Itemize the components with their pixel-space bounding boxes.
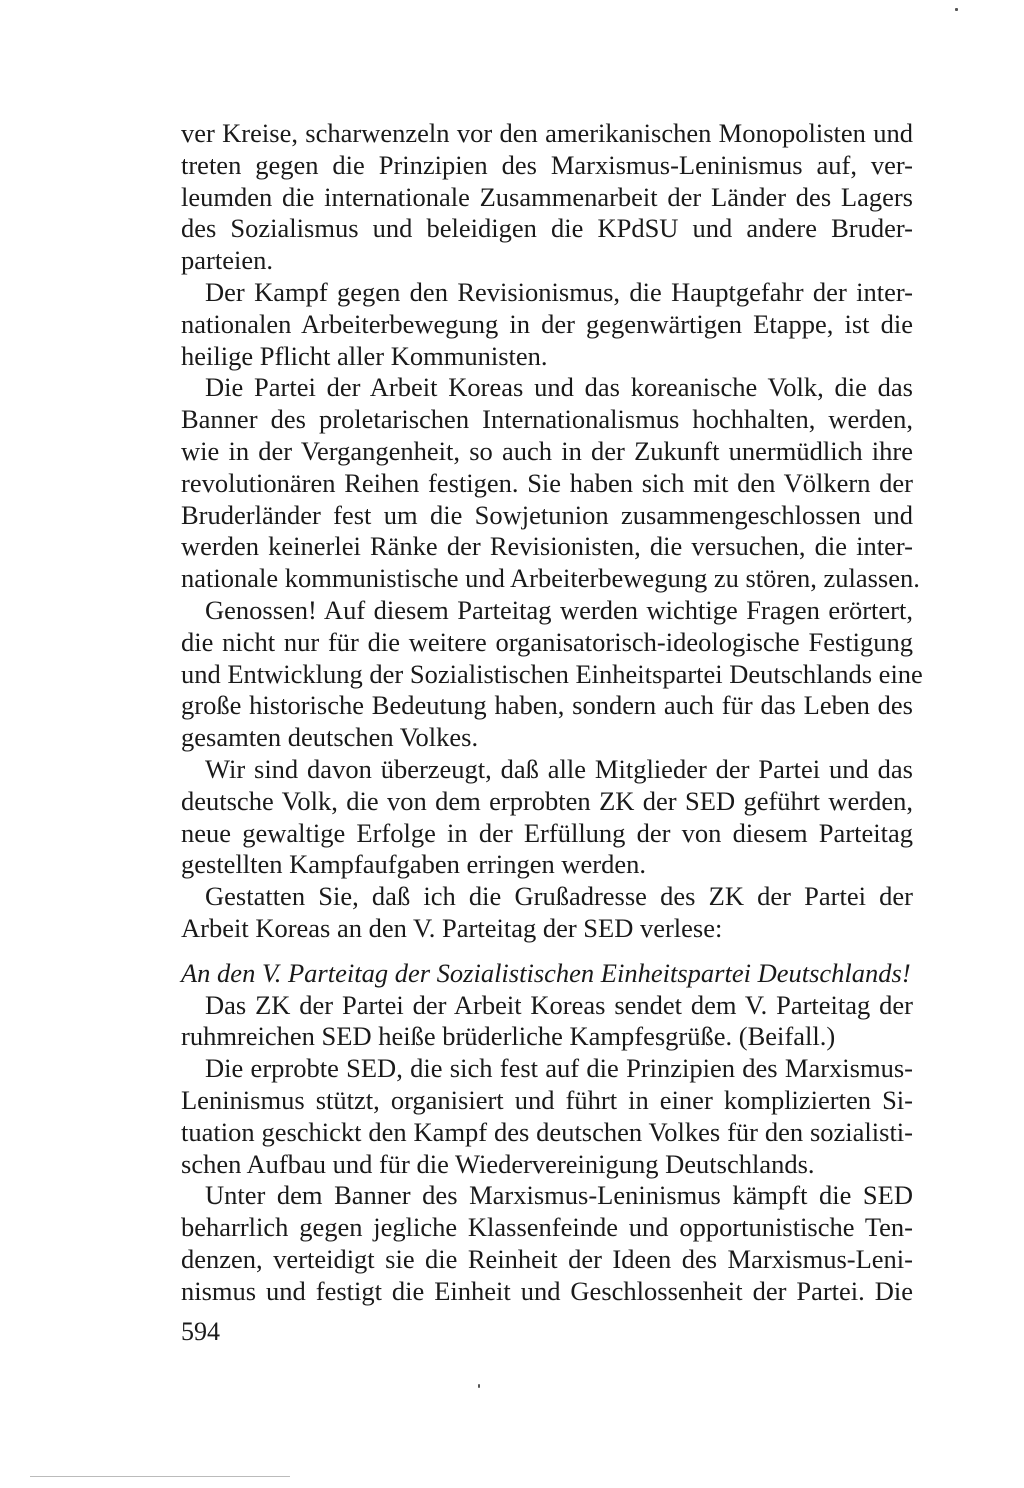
scan-edge-line [30, 1476, 290, 1477]
text-line: revolutionären Reihen festigen. Sie haben sich mit den Völkern der [181, 467, 913, 498]
text-line: Bruderländer fest um die Sowjetunion zusammengeschlossen und [181, 499, 913, 530]
text-line: werden keinerlei Ränke der Revisionisten, die versuchen, die inter- [181, 531, 913, 562]
text-line: beharrlich gegen jegliche Klassenfeinde und opportunistische Ten- [181, 1212, 913, 1243]
text-line: parteien. [181, 245, 273, 276]
text-line: Gestatten Sie, daß ich die Grußadresse des ZK der Partei der [205, 881, 913, 912]
text-line: nismus und festigt die Einheit und Geschlossenheit der Partei. Die [181, 1275, 913, 1306]
text-line: neue gewaltige Erfolge in der Erfüllung der von diesem Parteitag [181, 817, 913, 848]
text-line: Das ZK der Partei der Arbeit Koreas sendet dem V. Parteitag der [205, 989, 913, 1020]
text-line: wie in der Vergangenheit, so auch in der Zukunft unermüdlich ihre [181, 435, 913, 466]
text-line: Arbeit Koreas an den V. Parteitag der SED verlese: [181, 912, 723, 943]
text-line: und Entwicklung der Sozialistischen Einheitspartei Deutschlands eine [181, 658, 923, 689]
text-line: nationalen Arbeiterbewegung in der gegenwärtigen Etappe, ist die [181, 308, 913, 339]
text-line: Wir sind davon überzeugt, daß alle Mitglieder der Partei und das [205, 753, 913, 784]
page-number: 594 [181, 1317, 220, 1346]
text-line: gestellten Kampfaufgaben erringen werden. [181, 849, 647, 880]
text-line: leumden die internationale Zusammenarbeit der Länder des Lagers [181, 181, 913, 212]
text-line: Die Partei der Arbeit Koreas und das koreanische Volk, die das [205, 372, 913, 403]
text-line: treten gegen die Prinzipien des Marxismus-Leninismus auf, ver- [181, 149, 913, 180]
text-line: deutsche Volk, die von dem erprobten ZK der SED geführt werden, [181, 785, 913, 816]
text-line: Unter dem Banner des Marxismus-Leninismus kämpft die SED [205, 1180, 913, 1211]
text-line: Banner des proletarischen Internationalismus hochhalten, werden, [181, 404, 913, 435]
text-line: nationale kommunistische und Arbeiterbewegung zu stören, zulassen. [181, 563, 920, 594]
section-heading: An den V. Parteitag der Sozialistischen Einheitspartei Deutschlands! [181, 957, 911, 988]
text-line: große historische Bedeutung haben, sondern auch für das Leben des [181, 690, 913, 721]
text-line: denzen, verteidigt sie die Reinheit der Ideen des Marxismus-Leni- [181, 1243, 913, 1274]
text-line: Leninismus stützt, organisiert und führt in einer komplizierten Si- [181, 1084, 913, 1115]
text-line: Die erprobte SED, die sich fest auf die Prinzipien des Marxismus- [205, 1053, 913, 1084]
text-line: ver Kreise, scharwenzeln vor den amerikanischen Monopolisten und [181, 118, 913, 148]
text-line: heilige Pflicht aller Kommunisten. [181, 340, 548, 371]
text-line: Der Kampf gegen den Revisionismus, die Hauptgefahr der inter- [205, 276, 913, 307]
text-line: gesamten deutschen Volkes. [181, 722, 479, 753]
text-line: ruhmreichen SED heiße brüderliche Kampfesgrüße. (Beifall.) [181, 1021, 836, 1052]
body-text [181, 118, 923, 1307]
text-line: schen Aufbau und für die Wiedervereinigung Deutschlands. [181, 1148, 815, 1179]
text-line: tuation geschickt den Kampf des deutschen Volkes für den sozialisti- [181, 1116, 913, 1147]
scan-speck [955, 8, 958, 11]
text-line: die nicht nur für die weitere organisatorisch-ideologische Festigung [181, 626, 913, 657]
text-line: Genossen! Auf diesem Parteitag werden wichtige Fragen erörtert, [205, 594, 913, 625]
scan-speck [478, 1384, 480, 1388]
text-line: des Sozialismus und beleidigen die KPdSU und andere Bruder- [181, 213, 913, 244]
